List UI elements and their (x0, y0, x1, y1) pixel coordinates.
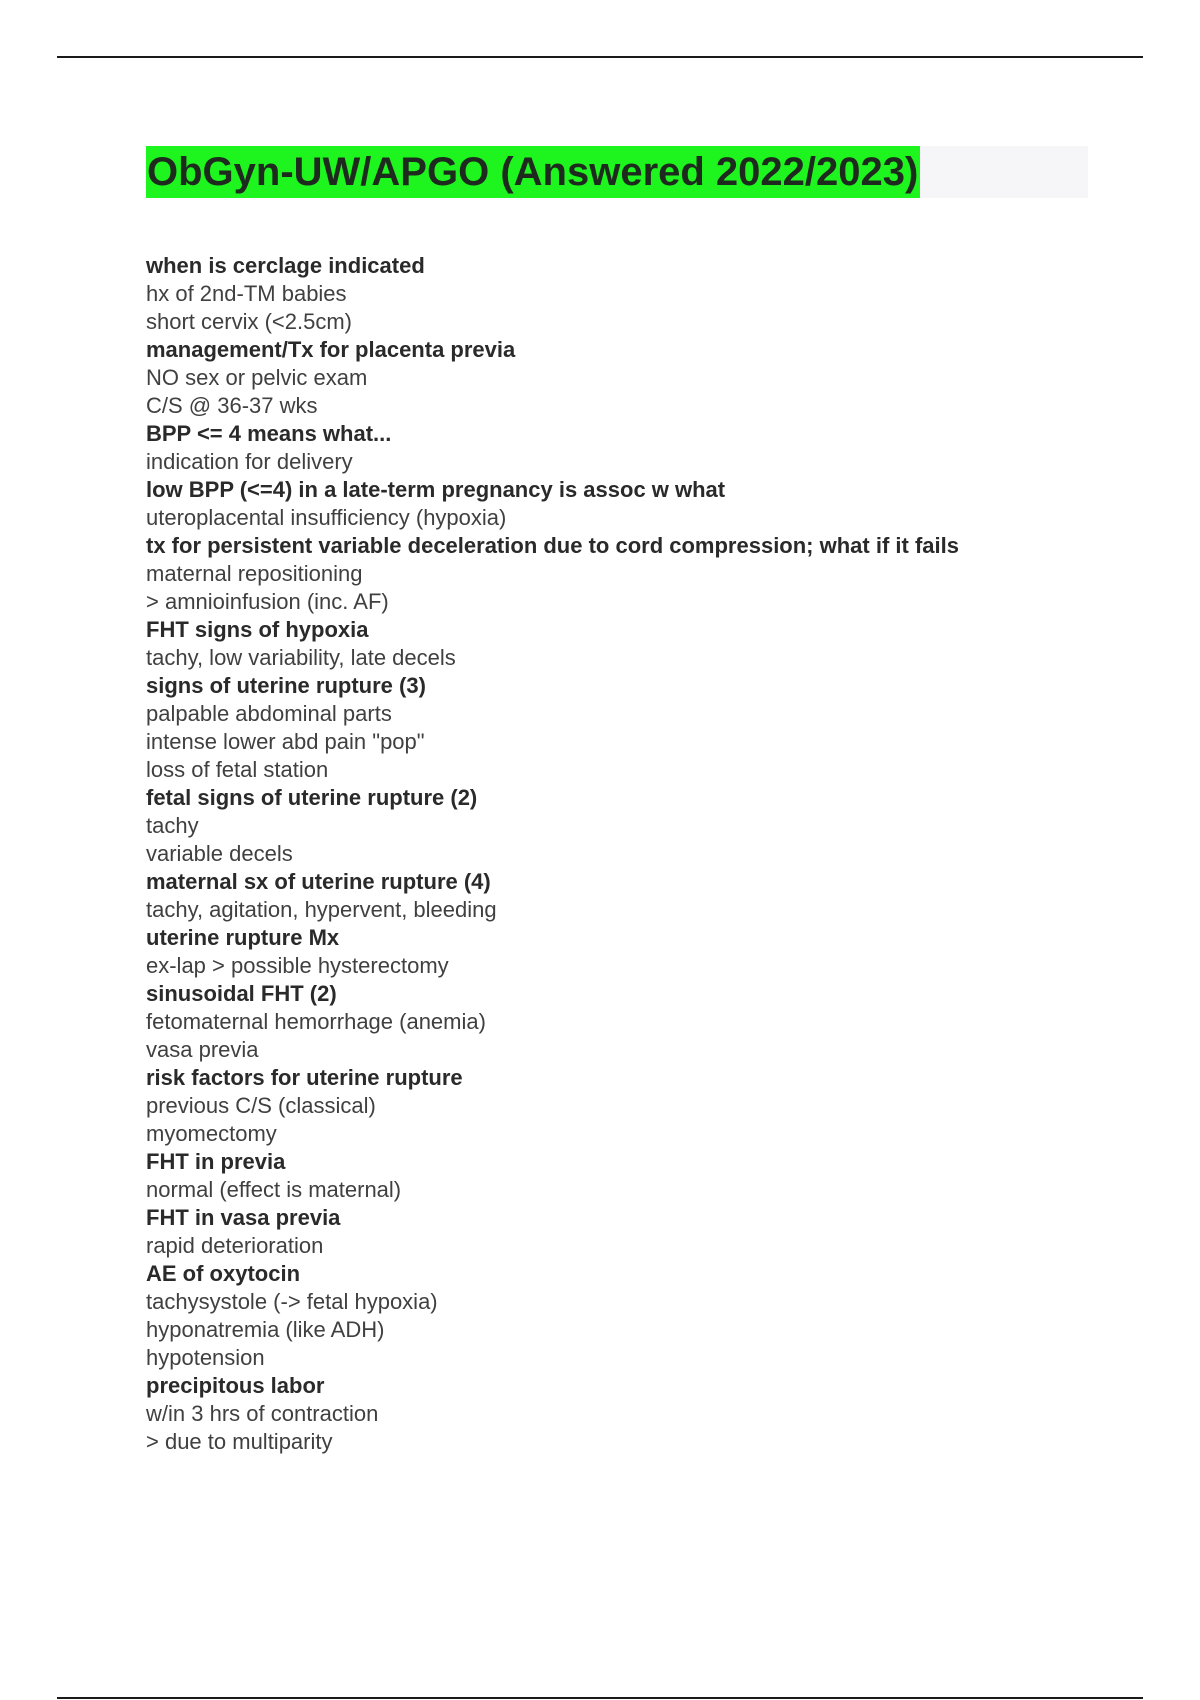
answer-text: ex-lap > possible hysterectomy (146, 953, 449, 978)
qa-item (146, 252, 1146, 336)
qa-list (146, 252, 1146, 1456)
answer-text: indication for delivery (146, 449, 353, 474)
question-text: fetal signs of uterine rupture (2) (146, 785, 478, 810)
answer-text: intense lower abd pain "pop" (146, 729, 425, 754)
answer-text: uteroplacental insufficiency (hypoxia) (146, 505, 507, 530)
answer-text: vasa previa (146, 1037, 259, 1062)
question-text: risk factors for uterine rupture (146, 1065, 463, 1090)
qa-item (146, 616, 1146, 672)
answer-text: tachy (146, 813, 199, 838)
answer-text: hyponatremia (like ADH) (146, 1317, 385, 1342)
question-text: tx for persistent variable deceleration due to cord compression; what if it fails (146, 533, 959, 558)
question-text: FHT in previa (146, 1149, 286, 1174)
answer-text: > amnioinfusion (inc. AF) (146, 589, 389, 614)
answer-text: maternal repositioning (146, 561, 363, 586)
qa-item (146, 1372, 1146, 1456)
qa-item (146, 924, 1146, 980)
question-text: signs of uterine rupture (3) (146, 673, 426, 698)
question-text: when is cerclage indicated (146, 253, 425, 278)
footer-rule (57, 1697, 1143, 1699)
question-text: uterine rupture Mx (146, 925, 340, 950)
qa-item (146, 1064, 1146, 1148)
answer-text: normal (effect is maternal) (146, 1177, 402, 1202)
answer-text: myomectomy (146, 1121, 277, 1146)
qa-item (146, 420, 1146, 476)
answer-text: NO sex or pelvic exam (146, 365, 368, 390)
question-text: low BPP (<=4) in a late-term pregnancy is assoc w what (146, 477, 726, 502)
qa-item (146, 672, 1146, 784)
answer-text: rapid deterioration (146, 1233, 324, 1258)
question-text: maternal sx of uterine rupture (4) (146, 869, 491, 894)
question-text: BPP <= 4 means what... (146, 421, 392, 446)
qa-item (146, 980, 1146, 1064)
answer-text: tachysystole (-> fetal hypoxia) (146, 1289, 438, 1314)
answer-text: hx of 2nd-TM babies (146, 281, 347, 306)
answer-text: hypotension (146, 1345, 265, 1370)
answer-text: fetomaternal hemorrhage (anemia) (146, 1009, 486, 1034)
answer-text: w/in 3 hrs of contraction (146, 1401, 379, 1426)
question-text: FHT signs of hypoxia (146, 617, 369, 642)
qa-item (146, 1260, 1146, 1372)
qa-item (146, 532, 1146, 616)
answer-text: variable decels (146, 841, 293, 866)
qa-item (146, 784, 1146, 868)
answer-text: loss of fetal station (146, 757, 329, 782)
qa-item (146, 1204, 1146, 1260)
answer-text: tachy, agitation, hypervent, bleeding (146, 897, 497, 922)
question-text: sinusoidal FHT (2) (146, 981, 337, 1006)
answer-text: C/S @ 36-37 wks (146, 393, 318, 418)
qa-item (146, 868, 1146, 924)
question-text: management/Tx for placenta previa (146, 337, 516, 362)
qa-item (146, 336, 1146, 420)
question-text: FHT in vasa previa (146, 1205, 341, 1230)
answer-text: palpable abdominal parts (146, 701, 392, 726)
answer-text: previous C/S (classical) (146, 1093, 376, 1118)
answer-text: > due to multiparity (146, 1429, 333, 1454)
qa-item (146, 476, 1146, 532)
answer-text: tachy, low variability, late decels (146, 645, 456, 670)
answer-text: short cervix (<2.5cm) (146, 309, 352, 334)
document-title: ObGyn-UW/APGO (Answered 2022/2023) (146, 146, 920, 198)
question-text: AE of oxytocin (146, 1261, 301, 1286)
question-text: precipitous labor (146, 1373, 325, 1398)
header-rule (57, 56, 1143, 58)
qa-item (146, 1148, 1146, 1204)
